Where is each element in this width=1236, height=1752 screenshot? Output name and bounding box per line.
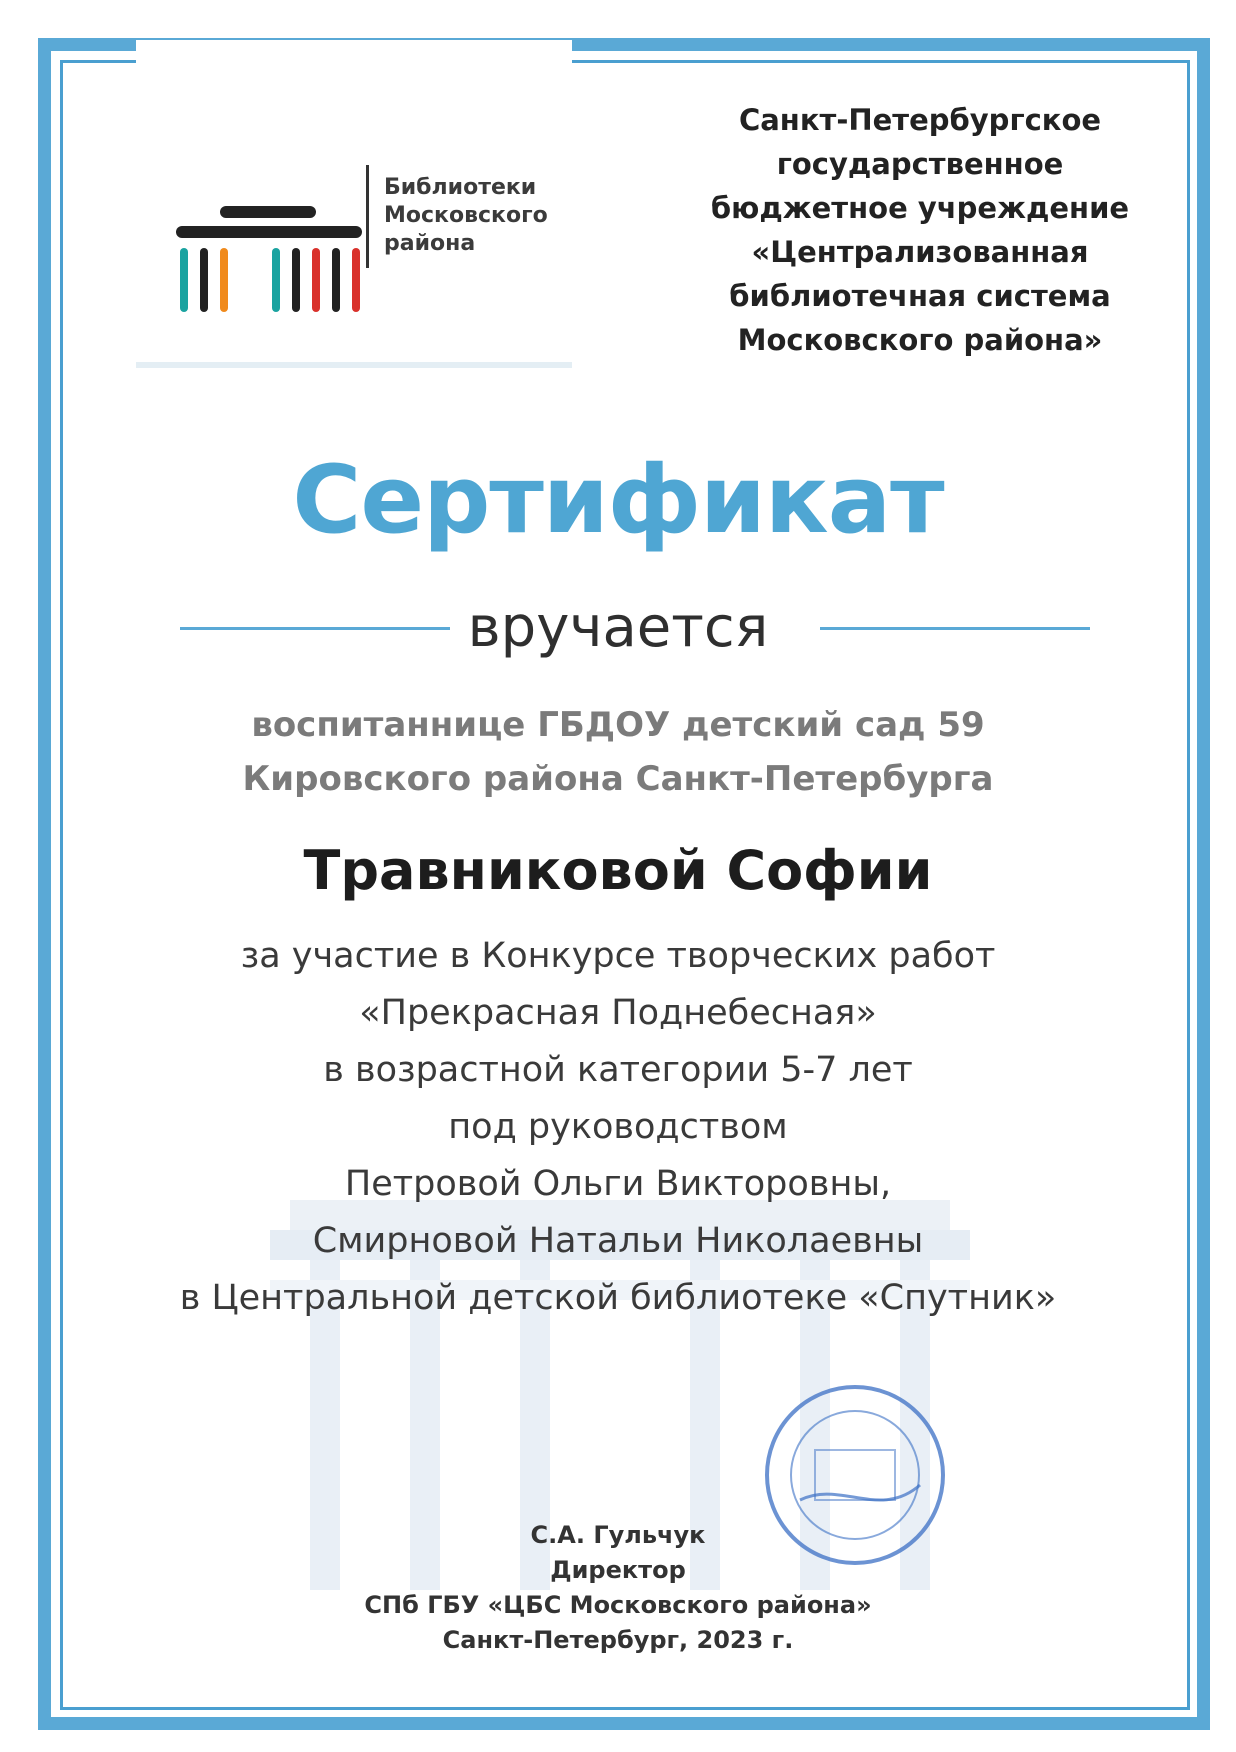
logo-line-3: района [384,231,476,256]
certificate-body [0,928,1236,1327]
body-line-4: под руководством [448,1107,788,1147]
body-line-3: в возрастной категории 5-7 лет [323,1050,913,1090]
org-line-3: бюджетное учреждение [710,191,1130,225]
org-line-1: Санкт-Петербургское [738,103,1102,137]
logo-divider [366,165,369,268]
place-year: Санкт-Петербург, 2023 г. [442,1626,794,1654]
logo-line-1: Библиотеки [384,175,537,200]
logo-line-2: Московского [384,203,548,228]
org-line-5: библиотечная система [729,279,1111,313]
signature-block [0,1518,1236,1658]
recipient-name: Травниковой Софии [303,839,933,902]
org-line-2: государственное [776,147,1064,181]
body-line-1: за участие в Конкурсе творческих работ [240,936,996,976]
library-logo-icon [176,164,362,314]
logo-block [136,40,572,362]
signatory-organization: СПб ГБУ «ЦБС Московского района» [364,1591,872,1619]
signatory-position: Директор [550,1556,686,1584]
body-line-2: «Прекрасная Поднебесная» [359,993,877,1033]
body-line-5: Петровой Ольги Викторовны, [344,1164,892,1204]
awarded-text: вручается [467,595,769,660]
organization-name [680,98,1160,362]
signatory-name: С.А. Гульчук [530,1521,706,1549]
certificate-title: Сертификат [292,446,944,555]
body-line-7: в Центральной детской библиотеке «Спутник» [179,1278,1057,1318]
org-line-6: Московского района» [737,323,1103,357]
recipient-org-line-1: воспитаннице ГБДОУ детский сад 59 [251,705,985,745]
recipient-organization [0,698,1236,806]
body-line-6: Смирновой Натальи Николаевны [312,1221,924,1261]
logo-text [384,174,548,258]
org-line-4: «Централизованная [751,235,1089,269]
recipient-org-line-2: Кировского района Санкт-Петербурга [242,759,994,799]
